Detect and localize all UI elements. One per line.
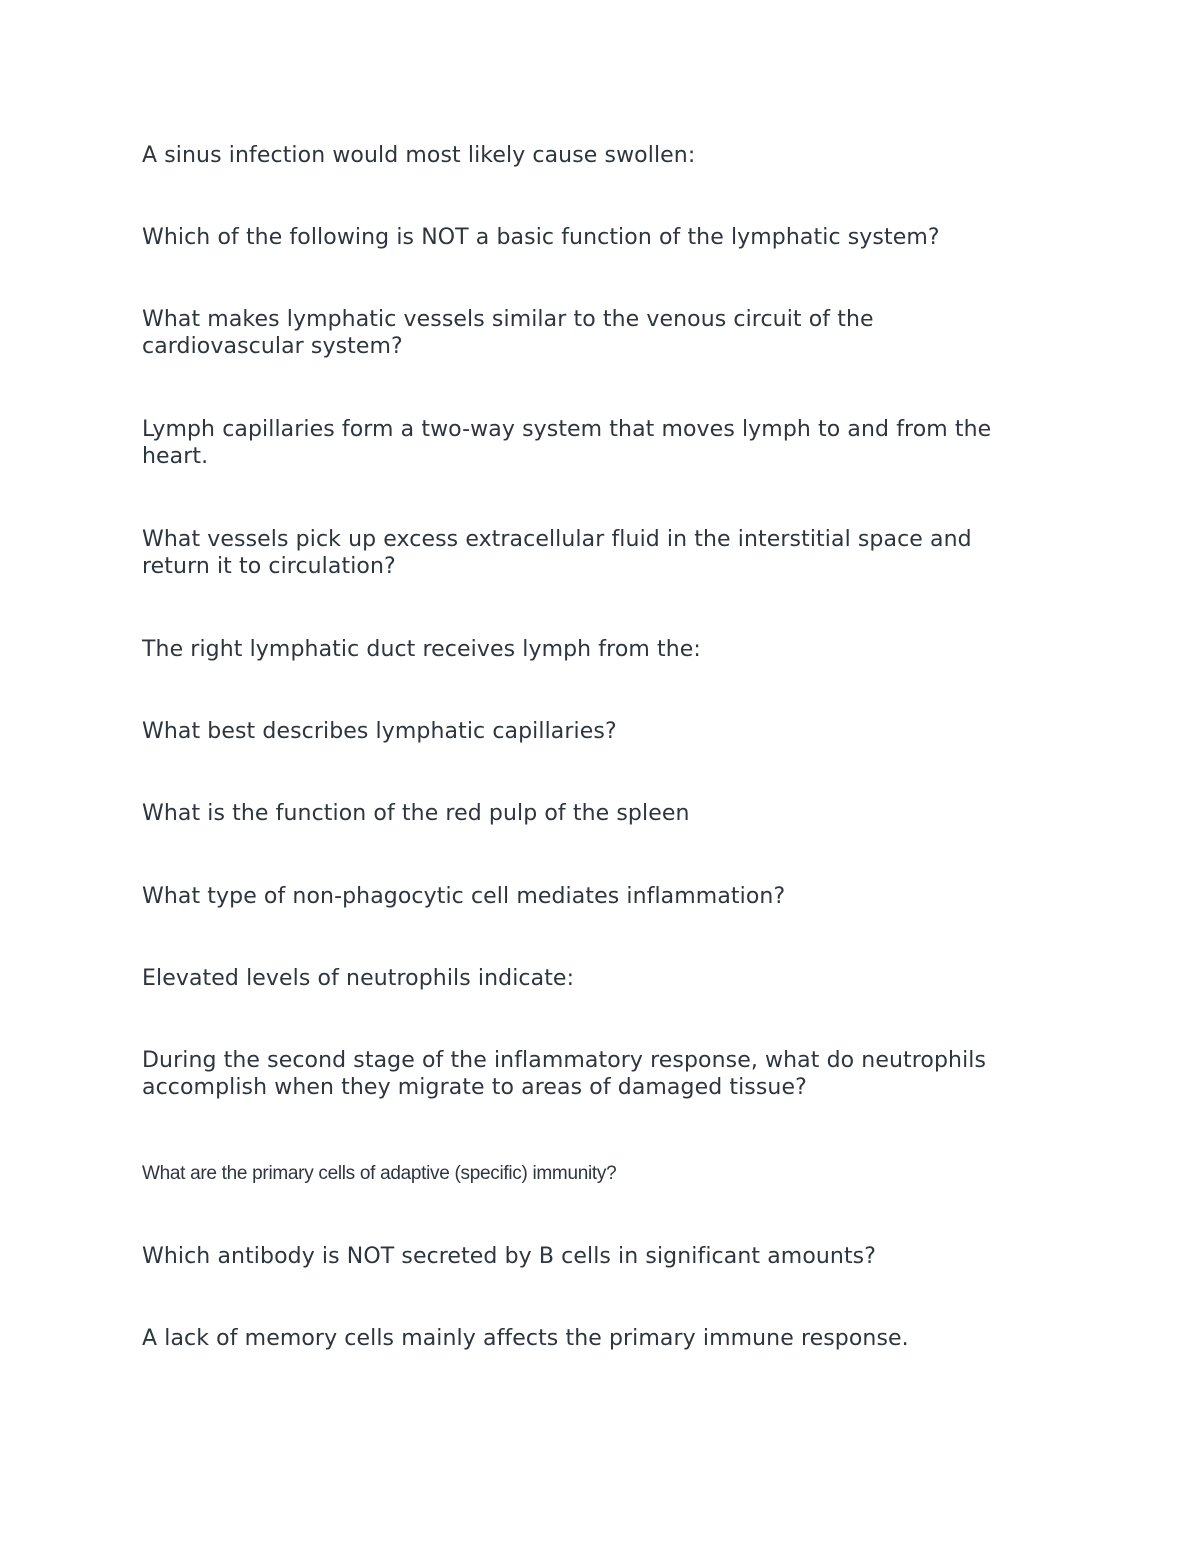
question-10: Elevated levels of neutrophils indicate: <box>142 966 575 991</box>
question-13: Which antibody is NOT secreted by B cells in significant amounts? <box>142 1244 877 1269</box>
question-6: The right lymphatic duct receives lymph from the: <box>142 637 701 662</box>
question-8: What is the function of the red pulp of the spleen <box>142 801 690 826</box>
question-2: Which of the following is NOT a basic function of the lymphatic system? <box>142 225 940 250</box>
question-7: What best describes lymphatic capillaries? <box>142 719 617 744</box>
question-4: Lymph capillaries form a two-way system that moves lymph to and from the heart. <box>142 417 992 469</box>
question-12: What are the primary cells of adaptive (specific) immunity? <box>142 1163 617 1184</box>
question-1: A sinus infection would most likely cause swollen: <box>142 143 696 168</box>
question-14: A lack of memory cells mainly affects the primary immune response. <box>142 1326 909 1351</box>
question-9: What type of non-phagocytic cell mediates inflammation? <box>142 884 786 909</box>
question-5: What vessels pick up excess extracellular fluid in the interstitial space and return it to circulation? <box>142 527 972 579</box>
question-11: During the second stage of the inflammatory response, what do neutrophils accomplish when they migrate to areas of damaged tissue? <box>142 1048 987 1100</box>
question-3: What makes lymphatic vessels similar to the venous circuit of the cardiovascular system? <box>142 307 874 359</box>
